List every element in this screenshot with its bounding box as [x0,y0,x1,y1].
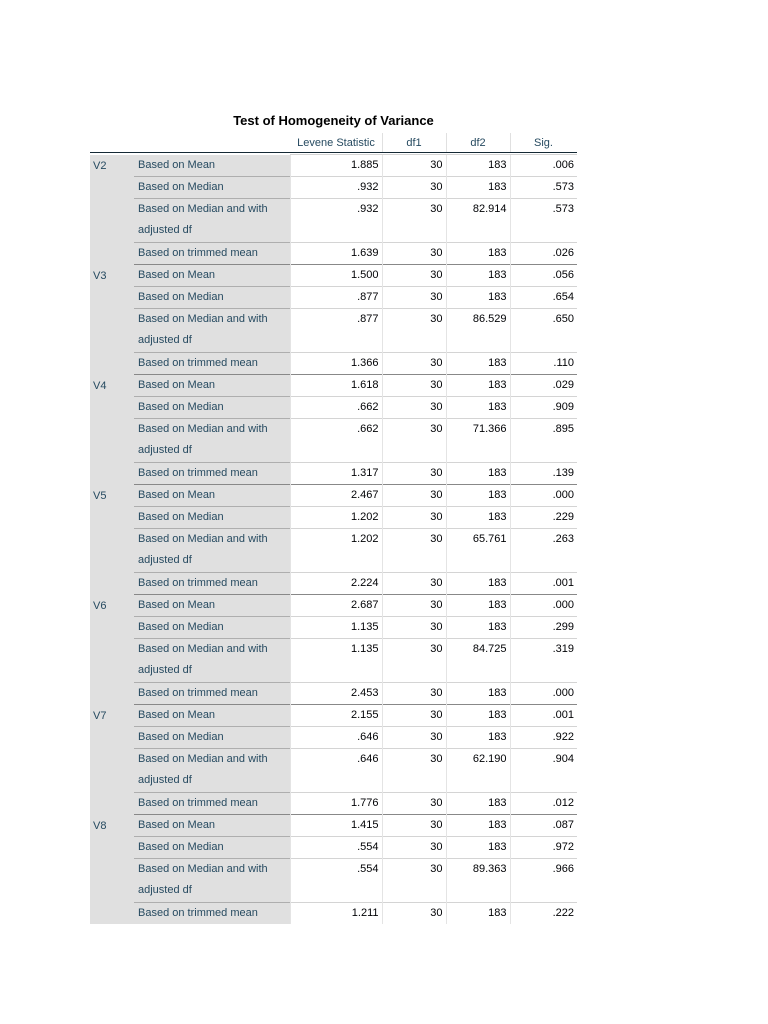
statistic-label: Based on Median [134,397,290,419]
cell-df2: 183 [446,617,510,639]
cell-sig: .966 [510,859,577,903]
cell-levene: 1.618 [290,375,382,397]
cell-df2: 89.363 [446,859,510,903]
cell-df1: 30 [382,485,446,507]
table-row [90,749,577,793]
cell-df2: 84.725 [446,639,510,683]
table-row [90,375,577,397]
header-separator [382,133,383,153]
cell-sig: .573 [510,199,577,243]
statistic-label: Based on Median [134,287,290,309]
cell-df1: 30 [382,309,446,353]
cell-df1: 30 [382,529,446,573]
table-title: Test of Homogeneity of Variance [233,113,434,128]
table-row [90,199,577,243]
cell-levene: 1.135 [290,617,382,639]
cell-df2: 183 [446,155,510,177]
cell-levene: 1.500 [290,265,382,287]
variable-label: V4 [90,375,134,485]
cell-sig: .087 [510,815,577,837]
cell-df2: 183 [446,353,510,375]
cell-df2: 183 [446,265,510,287]
header-levene-statistic: Levene Statistic [297,137,375,149]
cell-sig: .229 [510,507,577,529]
cell-df2: 183 [446,683,510,705]
table-row [90,485,577,507]
statistic-label: Based on trimmed mean [134,463,290,485]
table-row [90,265,577,287]
table-row [90,595,577,617]
statistic-label: Based on Median and with adjusted df [134,199,290,243]
cell-df1: 30 [382,573,446,595]
table-row [90,177,577,199]
cell-df2: 183 [446,375,510,397]
statistic-label: Based on Median and with adjusted df [134,859,290,903]
variance-table [90,154,577,924]
cell-levene: 1.366 [290,353,382,375]
table-row [90,419,577,463]
cell-levene: 1.415 [290,815,382,837]
cell-levene: .662 [290,419,382,463]
header-sig: Sig. [534,137,553,149]
cell-sig: .573 [510,177,577,199]
table-row [90,287,577,309]
cell-df1: 30 [382,265,446,287]
cell-levene: 2.224 [290,573,382,595]
variable-label: V7 [90,705,134,815]
cell-levene: 2.467 [290,485,382,507]
statistic-label: Based on Median [134,617,290,639]
cell-df2: 183 [446,903,510,925]
cell-sig: .026 [510,243,577,265]
statistic-label: Based on Mean [134,815,290,837]
header-df1: df1 [406,137,422,149]
statistic-label: Based on Mean [134,705,290,727]
column-headers [0,133,768,153]
cell-df1: 30 [382,683,446,705]
cell-df1: 30 [382,199,446,243]
statistic-label: Based on Mean [134,375,290,397]
cell-df2: 82.914 [446,199,510,243]
cell-df2: 183 [446,177,510,199]
cell-levene: 2.155 [290,705,382,727]
statistic-label: Based on Median [134,507,290,529]
statistic-label: Based on Median [134,177,290,199]
variable-label: V5 [90,485,134,595]
cell-sig: .319 [510,639,577,683]
cell-sig: .909 [510,397,577,419]
cell-df2: 86.529 [446,309,510,353]
cell-sig: .012 [510,793,577,815]
table-row [90,155,577,177]
cell-df2: 183 [446,595,510,617]
statistic-label: Based on Median [134,837,290,859]
cell-sig: .222 [510,903,577,925]
cell-sig: .000 [510,485,577,507]
cell-levene: .646 [290,749,382,793]
statistic-label: Based on Median and with adjusted df [134,749,290,793]
cell-sig: .110 [510,353,577,375]
cell-levene: 1.317 [290,463,382,485]
cell-df1: 30 [382,419,446,463]
cell-levene: 2.687 [290,595,382,617]
cell-sig: .650 [510,309,577,353]
cell-sig: .299 [510,617,577,639]
statistic-label: Based on trimmed mean [134,903,290,925]
table-row [90,837,577,859]
table-row [90,507,577,529]
cell-df1: 30 [382,815,446,837]
cell-df1: 30 [382,243,446,265]
cell-levene: 1.202 [290,529,382,573]
variable-label: V2 [90,155,134,265]
statistic-label: Based on Median and with adjusted df [134,639,290,683]
cell-sig: .001 [510,573,577,595]
cell-levene: 1.639 [290,243,382,265]
table-row [90,859,577,903]
cell-levene: 2.453 [290,683,382,705]
cell-levene: .932 [290,199,382,243]
cell-df2: 183 [446,793,510,815]
cell-levene: 1.885 [290,155,382,177]
cell-df1: 30 [382,617,446,639]
statistic-label: Based on Mean [134,265,290,287]
cell-df1: 30 [382,595,446,617]
cell-df2: 183 [446,463,510,485]
cell-df2: 183 [446,837,510,859]
header-separator [510,133,511,153]
cell-df1: 30 [382,727,446,749]
variable-label: V8 [90,815,134,925]
cell-df2: 183 [446,485,510,507]
cell-sig: .056 [510,265,577,287]
cell-levene: 1.211 [290,903,382,925]
cell-sig: .001 [510,705,577,727]
cell-df1: 30 [382,859,446,903]
statistic-label: Based on Median and with adjusted df [134,309,290,353]
cell-df1: 30 [382,705,446,727]
table-row [90,463,577,485]
cell-sig: .654 [510,287,577,309]
cell-levene: 1.202 [290,507,382,529]
statistic-label: Based on Mean [134,595,290,617]
cell-df2: 183 [446,705,510,727]
cell-df1: 30 [382,353,446,375]
variable-label: V6 [90,595,134,705]
cell-sig: .029 [510,375,577,397]
cell-df2: 62.190 [446,749,510,793]
statistic-label: Based on Mean [134,485,290,507]
cell-df2: 183 [446,815,510,837]
statistic-label: Based on trimmed mean [134,353,290,375]
cell-sig: .895 [510,419,577,463]
cell-levene: 1.776 [290,793,382,815]
cell-df1: 30 [382,903,446,925]
cell-df1: 30 [382,397,446,419]
cell-df2: 71.366 [446,419,510,463]
table-row [90,353,577,375]
cell-df2: 183 [446,243,510,265]
cell-df1: 30 [382,177,446,199]
statistic-label: Based on Median and with adjusted df [134,419,290,463]
table-row [90,243,577,265]
table-row [90,903,577,925]
table-row [90,793,577,815]
variable-label: V3 [90,265,134,375]
cell-df1: 30 [382,375,446,397]
cell-levene: .646 [290,727,382,749]
cell-df2: 183 [446,397,510,419]
cell-levene: .877 [290,309,382,353]
cell-sig: .263 [510,529,577,573]
table-row [90,397,577,419]
statistic-label: Based on trimmed mean [134,243,290,265]
statistic-label: Based on Median [134,727,290,749]
table-row [90,617,577,639]
cell-df2: 65.761 [446,529,510,573]
cell-df1: 30 [382,287,446,309]
statistic-label: Based on trimmed mean [134,793,290,815]
cell-df2: 183 [446,507,510,529]
cell-levene: .554 [290,859,382,903]
cell-sig: .000 [510,595,577,617]
table-row [90,309,577,353]
cell-df2: 183 [446,287,510,309]
cell-levene: .932 [290,177,382,199]
cell-df1: 30 [382,837,446,859]
table-row [90,727,577,749]
table-row [90,639,577,683]
header-df2: df2 [470,137,486,149]
cell-levene: .877 [290,287,382,309]
header-rule [90,152,577,153]
cell-df1: 30 [382,155,446,177]
cell-df1: 30 [382,749,446,793]
cell-levene: 1.135 [290,639,382,683]
cell-df1: 30 [382,639,446,683]
cell-sig: .000 [510,683,577,705]
cell-df1: 30 [382,507,446,529]
cell-levene: .554 [290,837,382,859]
table-row [90,573,577,595]
table-row [90,683,577,705]
table-row [90,815,577,837]
cell-sig: .922 [510,727,577,749]
statistic-label: Based on trimmed mean [134,573,290,595]
table-row [90,705,577,727]
statistic-label: Based on Median and with adjusted df [134,529,290,573]
cell-df2: 183 [446,573,510,595]
header-separator [446,133,447,153]
statistic-label: Based on trimmed mean [134,683,290,705]
cell-sig: .972 [510,837,577,859]
cell-df2: 183 [446,727,510,749]
cell-sig: .139 [510,463,577,485]
table-row [90,529,577,573]
cell-sig: .006 [510,155,577,177]
cell-levene: .662 [290,397,382,419]
cell-sig: .904 [510,749,577,793]
cell-df1: 30 [382,463,446,485]
cell-df1: 30 [382,793,446,815]
statistic-label: Based on Mean [134,155,290,177]
